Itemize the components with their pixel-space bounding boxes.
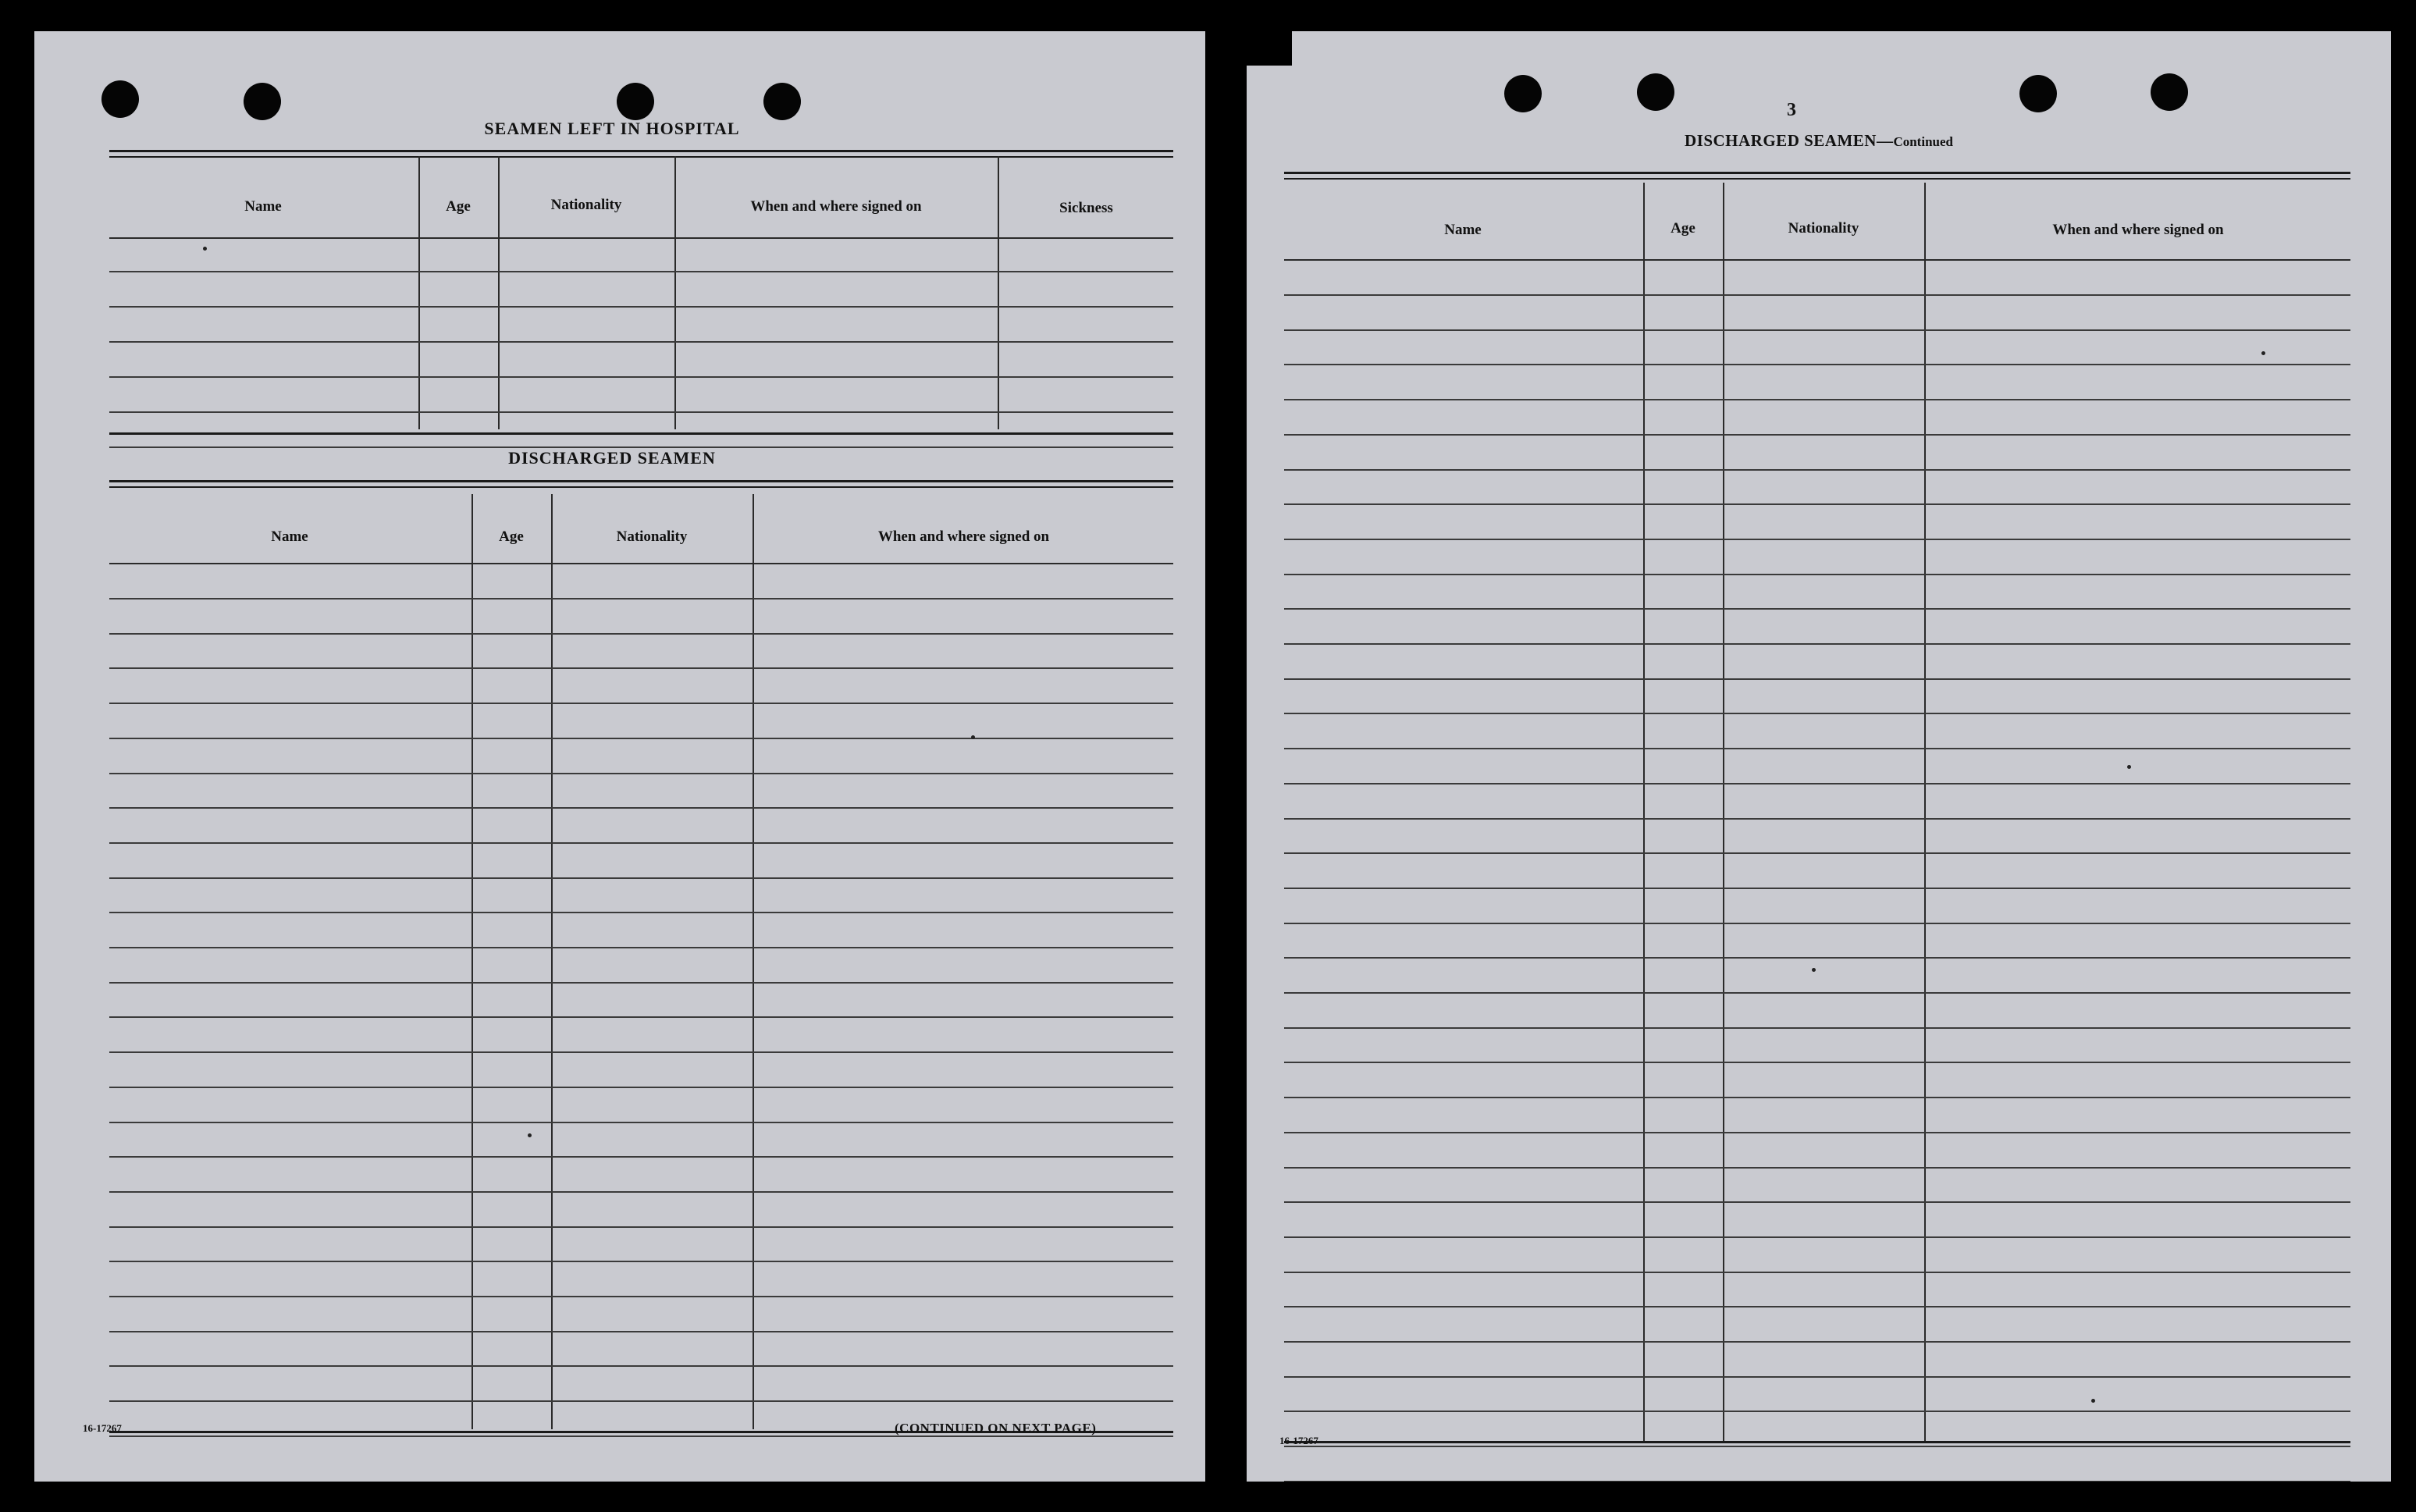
row-rule xyxy=(109,598,1173,599)
row-rule xyxy=(1284,1341,2350,1343)
row-rule xyxy=(109,376,1173,378)
row-rule xyxy=(109,1191,1173,1193)
punch-hole xyxy=(101,80,139,118)
punch-hole xyxy=(2151,73,2188,111)
row-rule xyxy=(1284,888,2350,889)
row-rule xyxy=(1284,539,2350,540)
row-rule xyxy=(1284,399,2350,400)
continued-note: (CONTINUED ON NEXT PAGE) xyxy=(895,1421,1097,1436)
col-header-when-where: When and where signed on xyxy=(750,198,922,215)
table-top-rule xyxy=(109,150,1173,152)
row-rule xyxy=(1284,1201,2350,1203)
punch-hole xyxy=(1504,75,1542,112)
column-divider xyxy=(1643,183,1645,1441)
row-rule xyxy=(1284,294,2350,296)
col-header-nationality: Nationality xyxy=(550,197,622,213)
col-header-nationality: Nationality xyxy=(1788,220,1859,237)
row-rule xyxy=(109,1400,1173,1402)
row-rule xyxy=(1284,469,2350,471)
page-tear xyxy=(1247,31,1292,66)
row-rule xyxy=(109,633,1173,635)
row-rule xyxy=(1284,1481,2350,1482)
row-rule xyxy=(109,341,1173,343)
row-rule xyxy=(109,1087,1173,1088)
row-rule xyxy=(109,271,1173,272)
row-rule xyxy=(1284,503,2350,505)
punch-hole xyxy=(617,83,654,120)
row-rule xyxy=(109,1226,1173,1228)
row-rule xyxy=(1284,1272,2350,1273)
column-divider xyxy=(1723,183,1724,1441)
row-rule xyxy=(1284,923,2350,924)
table-top-rule xyxy=(1284,178,2350,180)
row-rule xyxy=(1284,1097,2350,1098)
row-rule xyxy=(109,1051,1173,1053)
col-header-name: Name xyxy=(244,198,282,215)
row-rule xyxy=(109,842,1173,844)
page-number: 3 xyxy=(1787,100,1796,120)
page-title-main: DISCHARGED SEAMEN xyxy=(1685,131,1877,150)
row-rule xyxy=(1284,992,2350,994)
punch-hole xyxy=(2019,75,2057,112)
row-rule xyxy=(109,982,1173,984)
row-rule xyxy=(1284,852,2350,854)
hospital-table xyxy=(109,150,1173,443)
punch-hole xyxy=(763,83,801,120)
row-rule xyxy=(109,1016,1173,1018)
row-rule xyxy=(109,1331,1173,1332)
row-rule xyxy=(1284,574,2350,575)
table-bottom-rule xyxy=(1284,1441,2350,1443)
col-header-name: Name xyxy=(271,528,308,545)
row-rule xyxy=(109,703,1173,704)
page-title-suffix: Continued xyxy=(1893,134,1953,149)
row-rule xyxy=(1284,608,2350,610)
table-bottom-rule xyxy=(109,432,1173,435)
row-rule xyxy=(109,411,1173,413)
row-rule xyxy=(109,1296,1173,1297)
col-header-name: Name xyxy=(1444,222,1482,238)
header-rule xyxy=(1284,259,2350,261)
form-number: 16-17267 xyxy=(1279,1435,1318,1446)
table-top-rule xyxy=(109,156,1173,158)
row-rule xyxy=(109,947,1173,948)
row-rule xyxy=(1284,1446,2350,1447)
row-rule xyxy=(1284,957,2350,959)
row-rule xyxy=(109,306,1173,308)
discharged-table xyxy=(109,480,1173,1456)
row-rule xyxy=(1284,1306,2350,1307)
header-rule xyxy=(109,563,1173,564)
row-rule xyxy=(109,1261,1173,1262)
table-top-rule xyxy=(109,486,1173,488)
row-rule xyxy=(109,807,1173,809)
form-number: 16-17267 xyxy=(83,1422,122,1434)
row-rule xyxy=(1284,783,2350,784)
discharged-continued-table xyxy=(1284,172,2350,1468)
row-rule xyxy=(1284,434,2350,436)
row-rule xyxy=(1284,1167,2350,1169)
col-header-when-where: When and where signed on xyxy=(877,528,1050,545)
col-header-when-where: When and where signed on xyxy=(2052,222,2224,238)
row-rule xyxy=(1284,1027,2350,1029)
col-header-age: Age xyxy=(1671,220,1695,237)
column-divider xyxy=(418,156,420,429)
row-rule xyxy=(1284,329,2350,331)
row-rule xyxy=(1284,643,2350,645)
row-rule xyxy=(1284,1132,2350,1133)
column-divider xyxy=(998,156,999,429)
page-title: DISCHARGED SEAMEN—Continued xyxy=(1685,131,1953,150)
row-rule xyxy=(109,738,1173,739)
table-top-rule xyxy=(109,480,1173,482)
row-rule xyxy=(109,1156,1173,1158)
row-rule xyxy=(1284,678,2350,680)
header-rule xyxy=(109,237,1173,239)
row-rule xyxy=(1284,1236,2350,1238)
row-rule xyxy=(109,912,1173,913)
discharged-section-title: DISCHARGED SEAMEN xyxy=(508,448,716,468)
left-page xyxy=(34,31,1205,1482)
hospital-section-title: SEAMEN LEFT IN HOSPITAL xyxy=(484,119,740,138)
row-rule xyxy=(1284,364,2350,365)
row-rule xyxy=(109,1122,1173,1123)
row-rule xyxy=(109,667,1173,669)
table-top-rule xyxy=(1284,172,2350,174)
row-rule xyxy=(109,877,1173,879)
col-header-age: Age xyxy=(446,198,471,215)
column-divider xyxy=(674,156,676,429)
column-divider xyxy=(1924,183,1926,1441)
row-rule xyxy=(109,773,1173,774)
punch-hole xyxy=(1637,73,1674,111)
row-rule xyxy=(1284,1062,2350,1063)
column-divider xyxy=(498,156,500,429)
row-rule xyxy=(1284,818,2350,820)
row-rule xyxy=(1284,1376,2350,1378)
row-rule xyxy=(1284,713,2350,714)
row-rule xyxy=(109,1365,1173,1367)
row-rule xyxy=(1284,1411,2350,1412)
right-page xyxy=(1247,31,2391,1482)
row-rule xyxy=(1284,748,2350,749)
col-header-sickness: Sickness xyxy=(1059,200,1113,216)
col-header-nationality: Nationality xyxy=(616,528,688,545)
col-header-age: Age xyxy=(499,528,524,545)
punch-hole xyxy=(244,83,281,120)
